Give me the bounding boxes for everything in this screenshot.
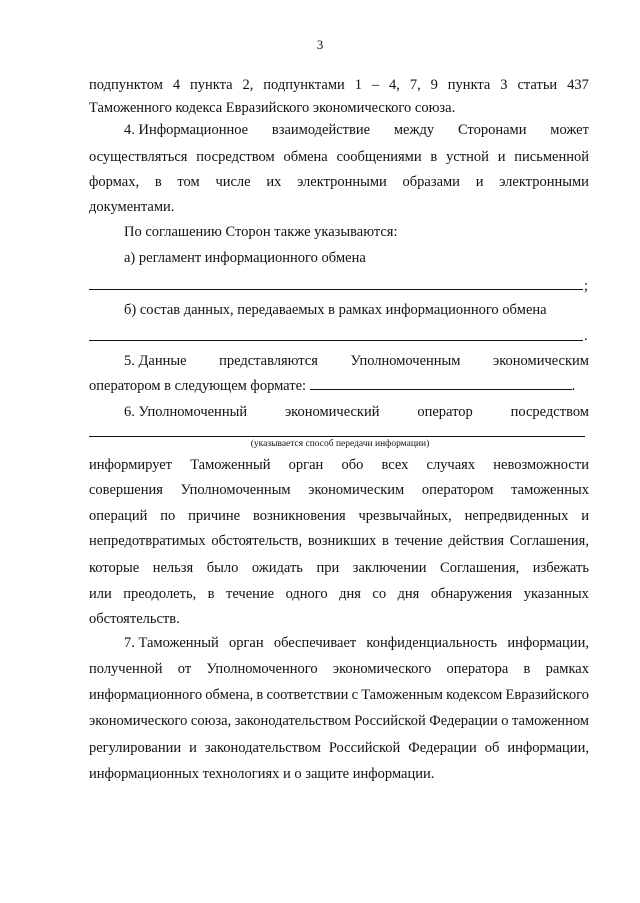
word: Соглашения, <box>440 560 520 576</box>
word: в <box>207 586 215 602</box>
word: пункта <box>447 77 491 93</box>
word: информации, <box>507 635 589 651</box>
word: 7, <box>409 77 421 93</box>
item-b-blank-line <box>89 340 583 341</box>
text-line <box>89 532 589 550</box>
word: посредством <box>510 404 589 420</box>
word: пункта <box>189 77 233 93</box>
word: взаимодействие <box>271 122 371 138</box>
word: формах, <box>89 174 140 190</box>
word: статьи <box>517 77 558 93</box>
word: 4, <box>389 77 400 93</box>
word: и <box>581 508 589 524</box>
text-line: информационных технологиях и о защите информации. <box>89 766 435 782</box>
word: информации, <box>507 740 589 756</box>
word: рамках <box>545 661 589 677</box>
word: непредотвратимых <box>89 533 206 549</box>
word: оператором <box>421 482 494 498</box>
word: осуществляться <box>89 149 188 165</box>
word: 6. Уполномоченный <box>124 404 248 420</box>
word: было <box>206 560 239 576</box>
word: соответствии <box>266 687 349 703</box>
item-a-blank-line <box>89 289 583 290</box>
word: в <box>430 149 438 165</box>
word: экономическим <box>308 482 405 498</box>
word: преодолеть, <box>123 586 197 602</box>
paragraph-4-first-line <box>124 121 589 139</box>
word: обмена, <box>205 687 254 703</box>
word: Уполномоченным <box>350 353 461 369</box>
text-line: обстоятельств. <box>89 611 180 627</box>
word: 1 <box>354 77 362 93</box>
text-line <box>89 148 589 166</box>
word: сообщениями <box>336 149 422 165</box>
word: законодательством <box>234 713 351 729</box>
word: с <box>351 687 358 703</box>
text-line <box>89 660 589 678</box>
text-line: Таможенного кодекса Евразийского экономического союза. <box>89 100 456 116</box>
word: случаях <box>426 457 476 473</box>
word: регулировании <box>89 740 182 756</box>
word: обмена <box>283 149 328 165</box>
format-label: оператором в следующем формате: <box>89 378 307 394</box>
word: 437 <box>567 77 589 93</box>
word: или <box>89 586 112 602</box>
word: и <box>189 740 197 756</box>
item-a-label: а) регламент информационного обмена <box>124 250 366 266</box>
word: устной <box>446 149 489 165</box>
period: . <box>584 328 588 344</box>
word: числе <box>215 174 251 190</box>
text-line <box>89 712 589 730</box>
text-line <box>89 559 589 577</box>
word: – <box>371 77 380 93</box>
paragraph-7-first-line <box>124 634 589 652</box>
text-line <box>89 739 589 757</box>
word: об <box>484 740 500 756</box>
word: дня <box>339 586 361 602</box>
word: Таможенным <box>361 687 443 703</box>
word: 7. Таможенный <box>124 635 219 651</box>
word: операций <box>89 508 148 524</box>
word: подпунктами <box>263 77 345 93</box>
word: конфиденциальность <box>366 635 498 651</box>
word: Сторонами <box>457 122 527 138</box>
word: информационного <box>89 687 203 703</box>
word: от <box>177 661 192 677</box>
word: и <box>475 174 484 190</box>
word: Уполномоченным <box>180 482 291 498</box>
word: Российской <box>328 740 401 756</box>
word: всех <box>381 457 409 473</box>
word: Уполномоченного <box>206 661 318 677</box>
word: возникновения <box>252 508 346 524</box>
word: ожидать <box>251 560 303 576</box>
text-line <box>89 76 589 94</box>
word: орган <box>228 635 264 651</box>
word: между <box>393 122 435 138</box>
word: невозможности <box>493 457 589 473</box>
word: электронными <box>499 174 589 190</box>
word: указанных <box>523 586 589 602</box>
word: законодательством <box>204 740 321 756</box>
word: которые <box>89 560 140 576</box>
word: экономическим <box>493 353 589 369</box>
word: Федерации <box>429 713 498 729</box>
page-number: 3 <box>316 37 324 52</box>
semicolon: ; <box>584 278 589 294</box>
transfer-method-caption: (указывается способ передачи информации) <box>250 439 430 449</box>
word: 4 <box>172 77 181 93</box>
word: 2, <box>242 77 254 93</box>
word: в <box>256 687 264 703</box>
word: 5. Данные <box>124 353 187 369</box>
word: экономического <box>89 713 188 729</box>
word: подпунктом <box>89 77 163 93</box>
word: в <box>523 661 531 677</box>
format-line <box>89 376 589 395</box>
word: кодексом <box>446 687 503 703</box>
word: обстоятельств, <box>211 533 303 549</box>
word: обеспечивает <box>273 635 357 651</box>
period: . <box>571 378 576 394</box>
word: их <box>266 174 282 190</box>
word: оператор <box>417 404 473 420</box>
transfer-method-blank-line <box>89 436 585 437</box>
word: в <box>382 533 389 549</box>
word: возникших <box>307 533 377 549</box>
word: таможенном <box>512 713 589 729</box>
word: причине <box>188 508 241 524</box>
word: нельзя <box>152 560 194 576</box>
word: в <box>154 174 162 190</box>
word: союза, <box>190 713 232 729</box>
word: экономический <box>284 404 380 420</box>
word: обо <box>341 457 364 473</box>
word: 3 <box>500 77 508 93</box>
text-line <box>89 481 589 499</box>
text-line <box>89 173 589 191</box>
text-line: По соглашению Сторон также указываются: <box>124 224 398 240</box>
word: оператора <box>446 661 509 677</box>
word: образами <box>402 174 460 190</box>
text-line <box>89 507 589 525</box>
paragraph-6-first-line <box>124 403 589 421</box>
word: Федерации <box>408 740 477 756</box>
text-line <box>89 456 589 474</box>
word: и <box>497 149 506 165</box>
word: таможенных <box>511 482 589 498</box>
word: обнаружения <box>430 586 513 602</box>
word: действия <box>448 533 505 549</box>
text-line <box>89 686 589 704</box>
word: электронными <box>297 174 387 190</box>
word: одного <box>285 586 328 602</box>
word: по <box>160 508 176 524</box>
text-line <box>89 585 589 603</box>
word: представляются <box>219 353 318 369</box>
word: дня <box>397 586 420 602</box>
word: может <box>550 122 589 138</box>
word: том <box>177 174 200 190</box>
word: Таможенный <box>190 457 271 473</box>
word: о <box>501 713 509 729</box>
word: совершения <box>89 482 163 498</box>
word: Российской <box>354 713 426 729</box>
word: информирует <box>89 457 173 473</box>
word: непредвиденных <box>464 508 569 524</box>
word: 9 <box>430 77 438 93</box>
word: чрезвычайных, <box>358 508 452 524</box>
word: избежать <box>532 560 589 576</box>
word: со <box>372 586 387 602</box>
word: Евразийского <box>505 687 589 703</box>
word: Соглашения, <box>509 533 589 549</box>
word: течение <box>226 586 275 602</box>
word: орган <box>288 457 324 473</box>
word: 4. Информационное <box>124 122 249 138</box>
paragraph-5-first-line <box>124 352 589 370</box>
word: заключении <box>352 560 427 576</box>
word: посредством <box>196 149 275 165</box>
text-line: документами. <box>89 199 175 215</box>
word: при <box>316 560 340 576</box>
word: экономического <box>332 661 432 677</box>
word: течение <box>394 533 443 549</box>
word: полученной <box>89 661 163 677</box>
item-b-label: б) состав данных, передаваемых в рамках информационного обмена <box>124 302 547 318</box>
word: письменной <box>514 149 589 165</box>
format-blank-line <box>310 376 572 390</box>
